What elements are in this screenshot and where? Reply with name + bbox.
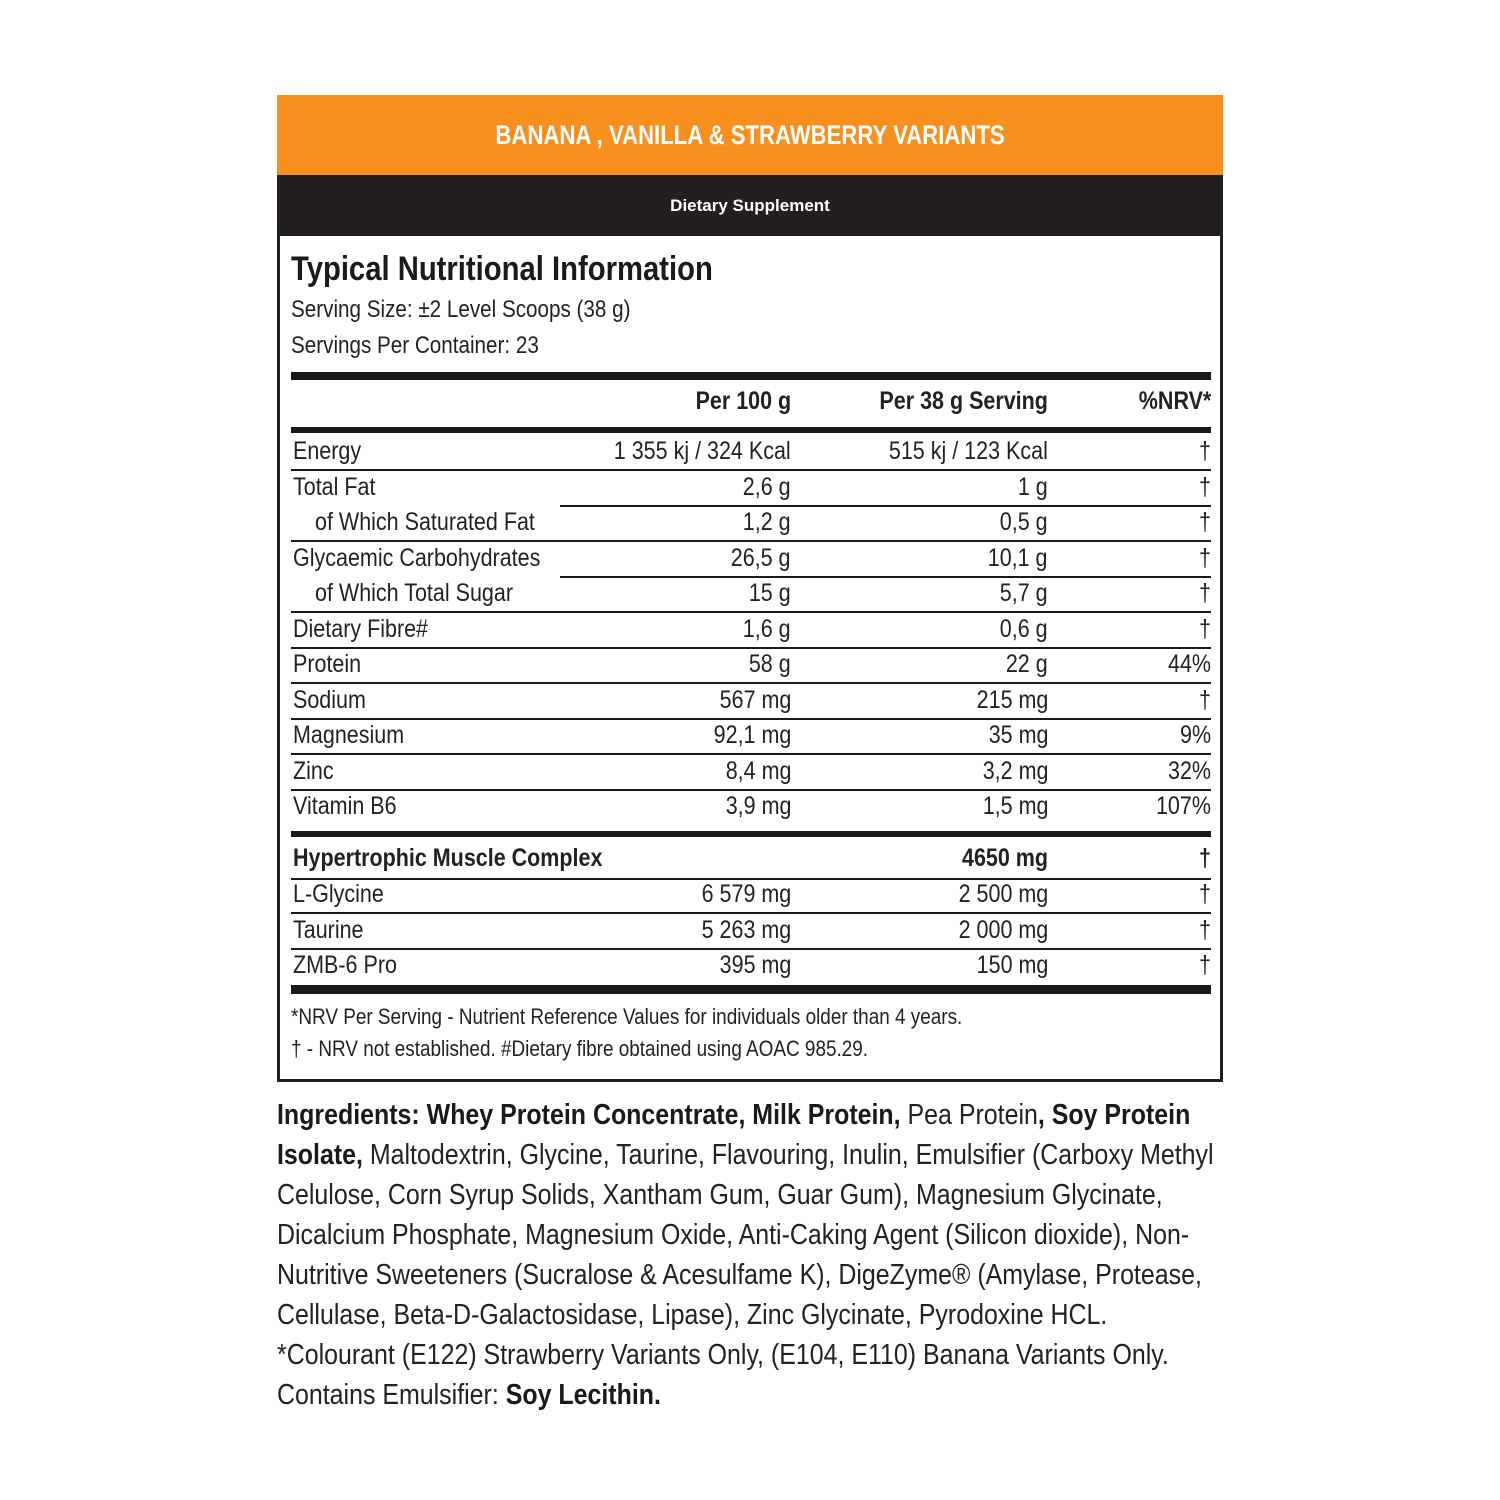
row-divider <box>291 682 1211 684</box>
nutrient-name: Total Fat <box>293 472 376 501</box>
row-divider <box>291 540 1211 542</box>
value-nrv: † <box>1199 579 1211 607</box>
dietary-supplement-bar: Dietary Supplement <box>277 175 1223 236</box>
nutrient-name: Sodium <box>293 685 366 714</box>
complex-name: Hypertrophic Muscle Complex <box>293 844 603 872</box>
value-nrv: † <box>1199 543 1211 572</box>
nutrient-row <box>291 757 1211 791</box>
value-per-serving: 0,6 g <box>1000 614 1048 643</box>
nutrient-row <box>291 721 1211 755</box>
nutrition-label <box>277 95 1223 1082</box>
value-per-100g: 3,9 mg <box>725 792 791 820</box>
row-divider <box>291 718 1211 720</box>
ingredient-name: Taurine <box>293 915 364 944</box>
value-per-serving: 2 000 mg <box>958 915 1048 944</box>
value-per-serving: 0,5 g <box>1000 508 1048 536</box>
value-per-100g: 1,2 g <box>743 508 791 536</box>
ingredient-segment: Maltodextrin, Glycine, Taurine, Flavouring, Inulin, Emulsifier (Carboxy Methyl Celulose, Corn Syrup Solids, Xantham Gum, Guar Gum), Magnesium Glycinate, Dicalcium Phosphate, Magnesium Oxide, Anti-Caking Agent (Silicon dioxide), Non-Nutritive Sweeteners (Sucralose & Acesulfame K), DigeZyme® (Amylase, Protease, Cellulase, Beta-D-Galactosidase, Lipase), Zinc Glycinate, Pyrodoxine HCL. *Colourant (E122) Strawberry Variants Only, (E104, E110) Banana Variants Only. Contains Emulsifier: <box>277 1139 1214 1411</box>
value-per-100g: 1,6 g <box>743 614 791 643</box>
value-per-100g: 26,5 g <box>731 543 791 572</box>
value-nrv: † <box>1199 951 1211 979</box>
serving-size: Serving Size: ±2 Level Scoops (38 g) <box>291 296 631 323</box>
variant-banner: BANANA , VANILLA & STRAWBERRY VARIANTS <box>495 119 1005 150</box>
rule-top <box>291 372 1211 380</box>
nutrient-row <box>291 544 1211 578</box>
ingredient-bold-segment: Ingredients: Whey Protein Concentrate, Milk Protein, <box>277 1099 901 1131</box>
value-per-serving: 1 g <box>1018 472 1048 501</box>
value-per-100g: 92,1 mg <box>713 721 791 749</box>
nutrient-row <box>291 686 1211 720</box>
header-nrv: %NRV* <box>1138 387 1211 415</box>
nutrient-row <box>291 437 1211 471</box>
nutrient-name: Protein <box>293 650 362 678</box>
nutrient-row <box>291 508 1211 542</box>
value-nrv: 44% <box>1167 650 1211 678</box>
ingredient-name: L-Glycine <box>293 880 384 908</box>
row-divider <box>291 948 1211 950</box>
nutrient-name: Dietary Fibre# <box>293 614 429 643</box>
rule-header <box>291 427 1211 433</box>
footnote-nrv: *NRV Per Serving - Nutrient Reference Values for individuals older than 4 years. <box>291 1004 963 1029</box>
nutrient-name: Glycaemic Carbohydrates <box>293 543 541 572</box>
value-nrv: † <box>1199 614 1211 643</box>
value-nrv: † <box>1199 915 1211 944</box>
value-nrv: † <box>1199 508 1211 536</box>
ingredient-bold-segment: Soy Lecithin. <box>505 1379 661 1411</box>
ingredients-text <box>277 1095 1214 1415</box>
value-nrv: 9% <box>1179 721 1211 749</box>
nutrient-row <box>291 792 1211 826</box>
value-per-100g: 58 g <box>749 650 791 678</box>
rule-complex <box>291 831 1211 837</box>
ingredient-name: ZMB-6 Pro <box>293 951 397 979</box>
row-divider <box>291 912 1211 914</box>
header-per-100g: Per 100 g <box>695 387 791 415</box>
row-divider <box>291 647 1211 649</box>
value-per-100g: 567 mg <box>719 685 791 714</box>
value-per-serving: 150 mg <box>976 951 1048 979</box>
value-nrv: 32% <box>1167 756 1211 785</box>
value-per-serving: 22 g <box>1006 650 1048 678</box>
ingredient-segment: Pea Protein <box>900 1099 1038 1131</box>
value-per-100g: 8,4 mg <box>725 756 791 785</box>
complex-ingredient-row <box>291 951 1211 985</box>
value-per-100g: 2,6 g <box>743 472 791 501</box>
value-per-serving: 515 kj / 123 Kcal <box>889 437 1048 465</box>
value-per-serving: 3,2 mg <box>982 756 1048 785</box>
row-divider <box>291 469 1211 471</box>
value-nrv: 107% <box>1156 792 1211 820</box>
value-per-serving: 10,1 g <box>988 543 1048 572</box>
nutrient-row <box>291 650 1211 684</box>
nutrient-row <box>291 473 1211 507</box>
table-title: Typical Nutritional Information <box>291 250 713 288</box>
value-per-serving: 2 500 mg <box>958 880 1048 908</box>
servings-per-container: Servings Per Container: 23 <box>291 332 539 359</box>
value-per-100g: 15 g <box>749 579 791 607</box>
value-per-100g: 6 579 mg <box>701 880 791 908</box>
complex-ingredient-row <box>291 880 1211 914</box>
row-divider <box>560 576 1211 578</box>
row-divider <box>291 753 1211 755</box>
complex-per-serving: 4650 mg <box>961 844 1048 872</box>
footnote-dagger: † - NRV not established. #Dietary fibre obtained using AOAC 985.29. <box>291 1036 869 1061</box>
complex-nrv: † <box>1199 844 1211 872</box>
value-per-100g: 395 mg <box>719 951 791 979</box>
nutrient-name: Energy <box>293 437 362 465</box>
nutrient-name: Vitamin B6 <box>293 792 397 820</box>
table-header <box>291 387 1211 421</box>
nutrient-name: of Which Saturated Fat <box>315 508 535 536</box>
value-nrv: † <box>1199 472 1211 501</box>
rule-bottom <box>291 985 1211 994</box>
nutrient-name: of Which Total Sugar <box>315 579 513 607</box>
value-per-serving: 5,7 g <box>1000 579 1048 607</box>
row-divider <box>291 789 1211 791</box>
header-per-serving: Per 38 g Serving <box>879 387 1048 415</box>
value-per-serving: 1,5 mg <box>982 792 1048 820</box>
row-divider <box>560 505 1211 507</box>
nutrient-row <box>291 615 1211 649</box>
nutrient-row <box>291 579 1211 613</box>
value-nrv: † <box>1199 685 1211 714</box>
complex-ingredient-row <box>291 916 1211 950</box>
value-per-100g: 5 263 mg <box>701 915 791 944</box>
value-nrv: † <box>1199 437 1211 465</box>
row-divider <box>291 611 1211 613</box>
ingredient-bold-segment: , Soy Protein Isolate, <box>277 1099 1191 1171</box>
complex-row <box>291 844 1211 878</box>
value-per-serving: 35 mg <box>988 721 1048 749</box>
value-per-serving: 215 mg <box>976 685 1048 714</box>
value-nrv: † <box>1199 880 1211 908</box>
nutrient-name: Magnesium <box>293 721 405 749</box>
nutrient-name: Zinc <box>293 756 334 785</box>
value-per-100g: 1 355 kj / 324 Kcal <box>614 437 791 465</box>
